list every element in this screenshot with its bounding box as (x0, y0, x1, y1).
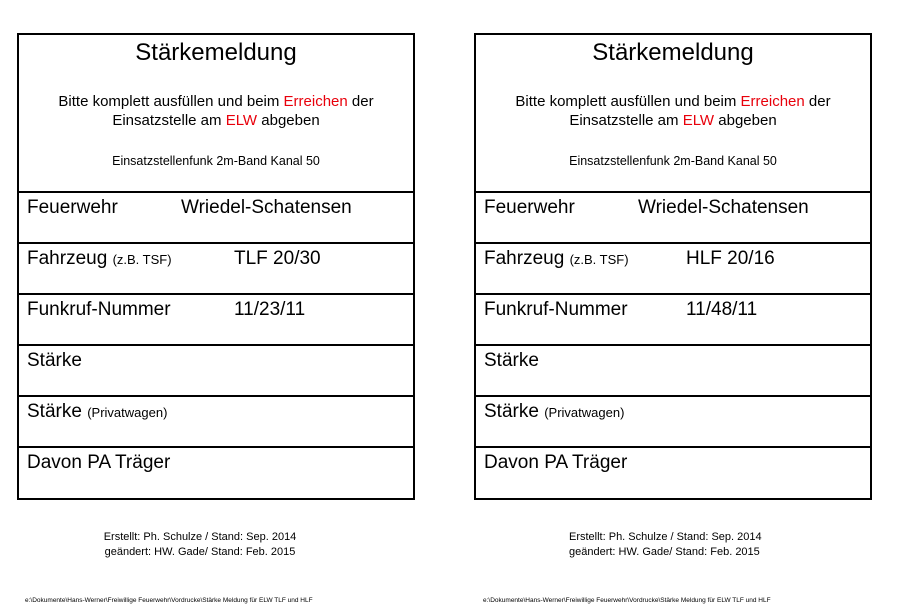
radio-channel-note: Einsatzstellenfunk 2m-Band Kanal 50 (569, 154, 777, 168)
radio-channel-note: Einsatzstellenfunk 2m-Band Kanal 50 (112, 154, 320, 168)
instructions-highlight-arrival: Erreichen (283, 93, 348, 110)
instructions-text: abgeben (714, 112, 777, 129)
row-value: TLF 20/30 (234, 248, 321, 269)
strength-report-form-left (17, 33, 415, 500)
form-instructions (19, 92, 413, 130)
row-label: Funkruf-Nummer (484, 299, 628, 320)
row-vehicle[interactable] (19, 244, 413, 295)
row-radio-call-number[interactable] (19, 295, 413, 346)
credit-changed: geändert: HW. Gade/ Stand: Feb. 2015 (104, 546, 296, 558)
instructions-text: der (804, 93, 831, 110)
row-label: Davon PA Träger (27, 452, 171, 473)
row-note: (Privatwagen) (87, 405, 168, 420)
credit-created: Erstellt: Ph. Schulze / Stand: Sep. 2014 (103, 531, 297, 543)
file-path-left: e:\Dokumente\Hans-Werner\Freiwillige Feuerwehr\Vordrucke\Stärke Meldung für ELW TLF und HLF (25, 597, 313, 604)
instructions-highlight-elw: ELW (682, 112, 715, 129)
credit-created: Erstellt: Ph. Schulze / Stand: Sep. 2014 (569, 531, 762, 543)
row-fire-brigade[interactable] (476, 193, 870, 244)
row-label: Feuerwehr (27, 197, 118, 218)
row-vehicle[interactable] (476, 244, 870, 295)
row-note: (Privatwagen) (544, 405, 625, 420)
form-header (476, 35, 870, 193)
row-value: Wriedel-Schatensen (181, 197, 352, 218)
instructions-text: Bitte komplett ausfüllen und beim (515, 93, 741, 110)
credits-right (474, 530, 894, 560)
row-label: Feuerwehr (484, 197, 575, 218)
row-fire-brigade[interactable] (19, 193, 413, 244)
row-label: Fahrzeug (z.B. TSF) (484, 248, 629, 269)
row-strength-private-cars[interactable] (19, 397, 413, 448)
instructions-highlight-elw: ELW (225, 112, 258, 129)
form-header (19, 35, 413, 193)
row-strength[interactable] (476, 346, 870, 397)
row-value: 11/23/11 (234, 299, 306, 320)
row-radio-call-number[interactable] (476, 295, 870, 346)
row-breathing-apparatus-wearers[interactable] (476, 448, 870, 500)
row-label: Stärke (Privatwagen) (484, 401, 625, 422)
row-label: Funkruf-Nummer (27, 299, 171, 320)
row-label: Davon PA Träger (484, 452, 628, 473)
instructions-text: Einsatzstelle am (112, 112, 226, 129)
row-label: Stärke (27, 350, 82, 371)
row-note: (z.B. TSF) (112, 252, 172, 267)
file-path-right: e:\Dokumente\Hans-Werner\Freiwillige Feuerwehr\Vordrucke\Stärke Meldung für ELW TLF und HLF (483, 597, 771, 604)
form-instructions (476, 92, 870, 130)
row-value: HLF 20/16 (686, 248, 775, 269)
instructions-text: abgeben (257, 112, 320, 129)
row-strength[interactable] (19, 346, 413, 397)
instructions-highlight-arrival: Erreichen (740, 93, 805, 110)
row-label: Stärke (484, 350, 539, 371)
row-breathing-apparatus-wearers[interactable] (19, 448, 413, 500)
row-note: (z.B. TSF) (569, 252, 629, 267)
instructions-text: der (347, 93, 374, 110)
row-value: 11/48/11 (686, 299, 758, 320)
row-label: Fahrzeug (z.B. TSF) (27, 248, 172, 269)
credits-left (0, 530, 400, 560)
instructions-text: Einsatzstelle am (569, 112, 683, 129)
form-title: Stärkemeldung (135, 39, 297, 66)
form-title: Stärkemeldung (592, 39, 754, 66)
credit-changed: geändert: HW. Gade/ Stand: Feb. 2015 (569, 546, 760, 558)
row-label: Stärke (Privatwagen) (27, 401, 168, 422)
strength-report-form-right (474, 33, 872, 500)
row-value: Wriedel-Schatensen (638, 197, 809, 218)
row-strength-private-cars[interactable] (476, 397, 870, 448)
instructions-text: Bitte komplett ausfüllen und beim (58, 93, 284, 110)
